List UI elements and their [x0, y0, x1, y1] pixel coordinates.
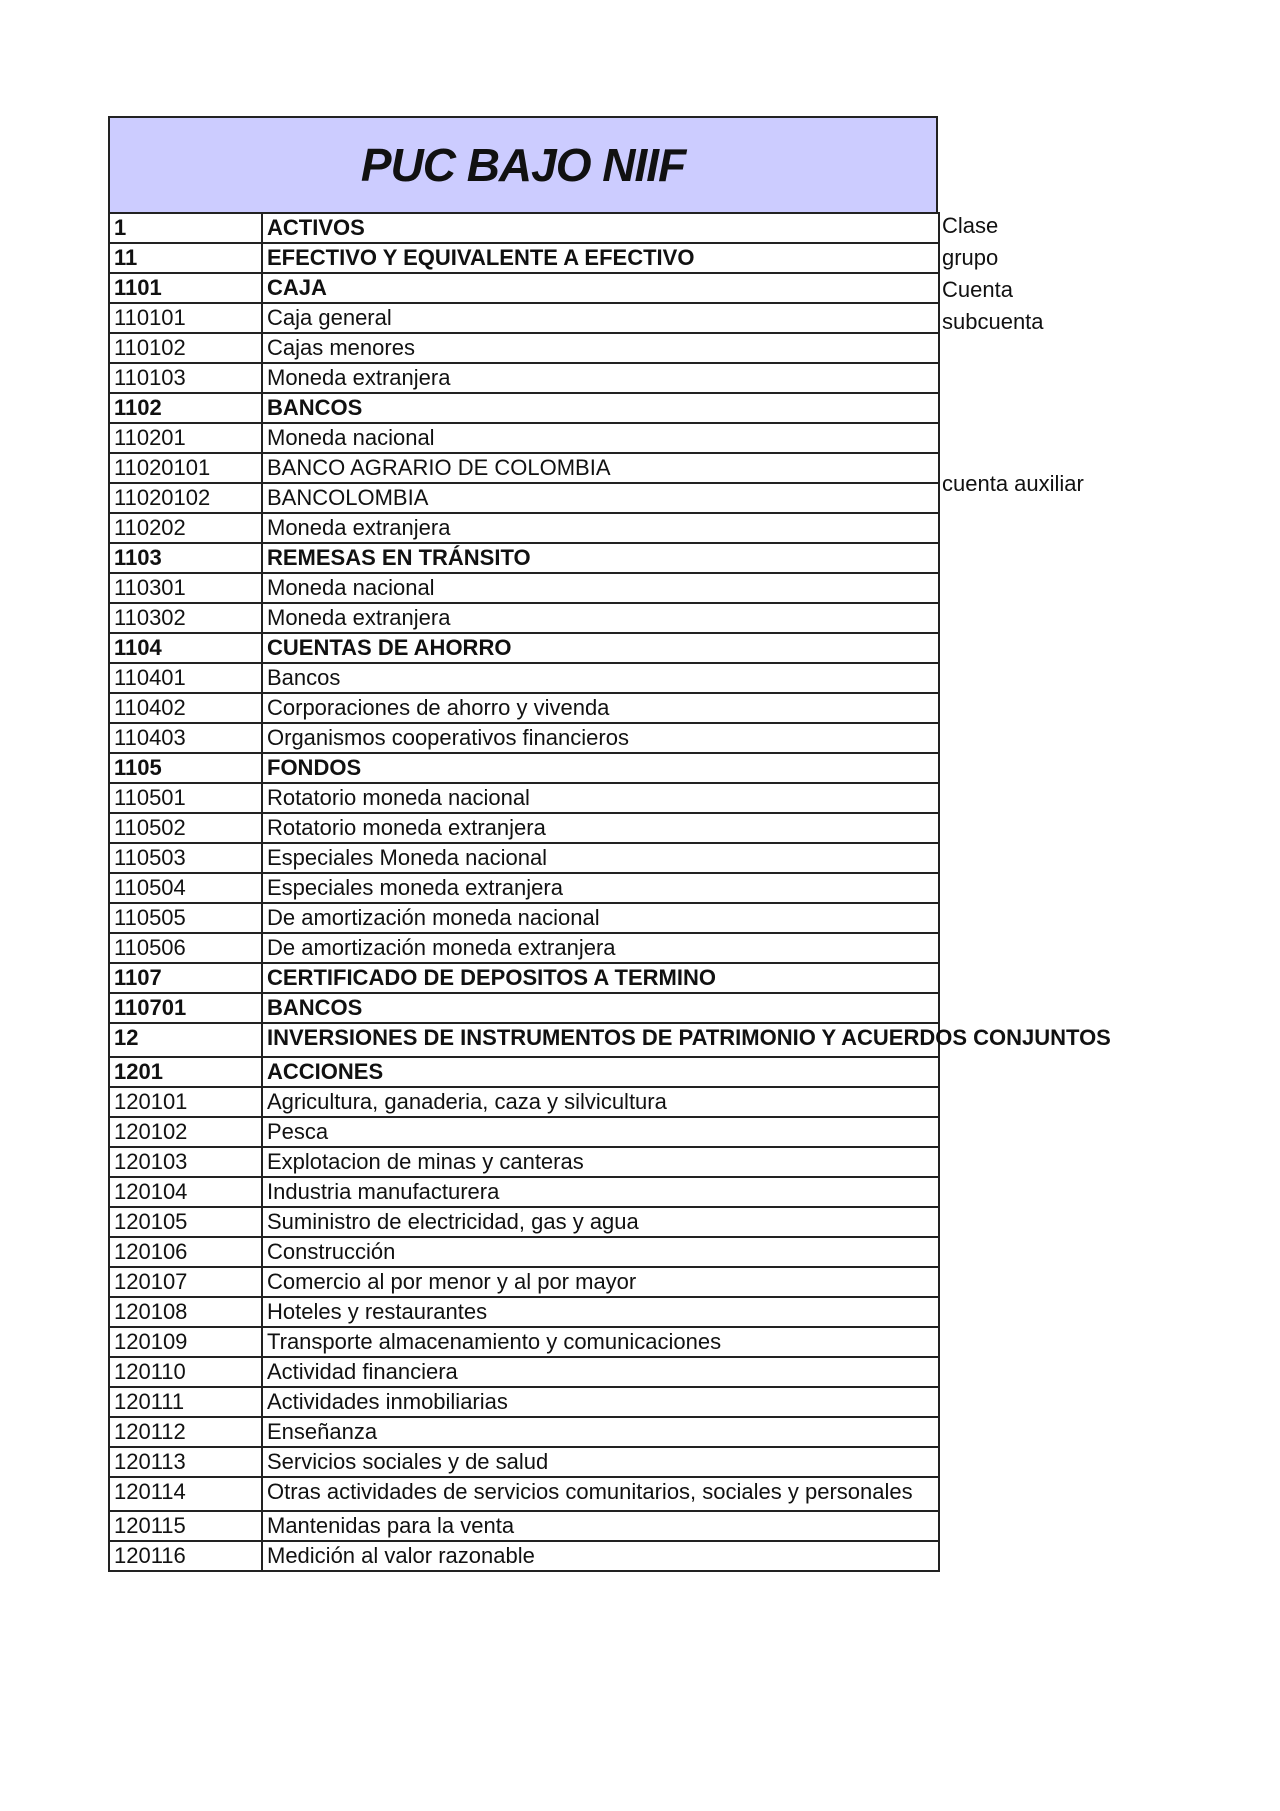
- account-code-cell[interactable]: 1102: [109, 393, 262, 423]
- account-code-cell[interactable]: 120113: [109, 1447, 262, 1477]
- account-name-cell[interactable]: De amortización moneda extranjera: [262, 933, 939, 963]
- account-code-cell[interactable]: 1104: [109, 633, 262, 663]
- table-row: [109, 1357, 939, 1387]
- table-row: [109, 1023, 939, 1057]
- account-code-cell[interactable]: 1107: [109, 963, 262, 993]
- account-name-cell[interactable]: BANCO AGRARIO DE COLOMBIA: [262, 453, 939, 483]
- account-name-cell[interactable]: Comercio al por menor y al por mayor: [262, 1267, 939, 1297]
- account-name-cell[interactable]: Rotatorio moneda nacional: [262, 783, 939, 813]
- table-row: [109, 1541, 939, 1571]
- table-row: [109, 303, 939, 333]
- table-row: [109, 873, 939, 903]
- table-row: [109, 663, 939, 693]
- label-clase: Clase: [942, 213, 999, 238]
- account-code-cell[interactable]: 110302: [109, 603, 262, 633]
- account-code-cell[interactable]: 110503: [109, 843, 262, 873]
- table-row: [109, 543, 939, 573]
- account-name-cell[interactable]: De amortización moneda nacional: [262, 903, 939, 933]
- account-name-cell[interactable]: Construcción: [262, 1237, 939, 1267]
- account-name-cell[interactable]: Agricultura, ganaderia, caza y silvicultura: [262, 1087, 939, 1117]
- table-row: [109, 453, 939, 483]
- account-code-cell[interactable]: 1: [109, 213, 262, 243]
- account-code-cell[interactable]: 120109: [109, 1327, 262, 1357]
- account-code-cell[interactable]: 120112: [109, 1417, 262, 1447]
- account-name-cell[interactable]: CAJA: [262, 273, 939, 303]
- account-name-cell[interactable]: Moneda extranjera: [262, 513, 939, 543]
- account-name-cell[interactable]: Medición al valor razonable: [262, 1541, 939, 1571]
- account-name-cell[interactable]: FONDOS: [262, 753, 939, 783]
- table-row: [109, 933, 939, 963]
- account-code-cell[interactable]: 110102: [109, 333, 262, 363]
- account-name-cell[interactable]: CUENTAS DE AHORRO: [262, 633, 939, 663]
- account-name-cell[interactable]: Transporte almacenamiento y comunicaciones: [262, 1327, 939, 1357]
- table-row: [109, 603, 939, 633]
- table-row: [109, 1087, 939, 1117]
- account-code-cell[interactable]: 120107: [109, 1267, 262, 1297]
- account-code-cell[interactable]: 110301: [109, 573, 262, 603]
- label-cuenta: Cuenta: [942, 277, 1013, 302]
- account-name-cell[interactable]: Caja general: [262, 303, 939, 333]
- account-name-cell[interactable]: INVERSIONES DE INSTRUMENTOS DE PATRIMONIO Y ACUERDOS CONJUNTOS: [262, 1023, 939, 1057]
- account-code-cell[interactable]: 110505: [109, 903, 262, 933]
- table-row: [109, 243, 939, 273]
- table-row: [109, 513, 939, 543]
- account-name-cell[interactable]: Moneda extranjera: [262, 603, 939, 633]
- table-row: [109, 1477, 939, 1511]
- account-name-cell[interactable]: Actividad financiera: [262, 1357, 939, 1387]
- account-code-cell[interactable]: 120105: [109, 1207, 262, 1237]
- page-title: PUC BAJO NIIF: [360, 139, 686, 191]
- account-code-cell[interactable]: 120110: [109, 1357, 262, 1387]
- table-row: [109, 723, 939, 753]
- table-row: [109, 753, 939, 783]
- table-row: [109, 1147, 939, 1177]
- table-row: [109, 1327, 939, 1357]
- account-name-cell[interactable]: Otras actividades de servicios comunitarios, sociales y personales: [262, 1477, 939, 1511]
- account-code-cell[interactable]: 110701: [109, 993, 262, 1023]
- account-name-cell[interactable]: Servicios sociales y de salud: [262, 1447, 939, 1477]
- table-row: [109, 693, 939, 723]
- account-name-cell[interactable]: Rotatorio moneda extranjera: [262, 813, 939, 843]
- account-code-cell[interactable]: 110401: [109, 663, 262, 693]
- title-cell[interactable]: [108, 116, 938, 212]
- account-code-cell[interactable]: 110202: [109, 513, 262, 543]
- account-code-cell[interactable]: 120116: [109, 1541, 262, 1571]
- table-row: [109, 783, 939, 813]
- account-code-cell[interactable]: 110506: [109, 933, 262, 963]
- table-row: [109, 843, 939, 873]
- table-row: [109, 1117, 939, 1147]
- account-code-cell[interactable]: 1101: [109, 273, 262, 303]
- account-name-cell[interactable]: Hoteles y restaurantes: [262, 1297, 939, 1327]
- account-name-cell[interactable]: Pesca: [262, 1117, 939, 1147]
- account-name-cell[interactable]: Especiales Moneda nacional: [262, 843, 939, 873]
- account-name-cell[interactable]: Actividades inmobiliarias: [262, 1387, 939, 1417]
- label-cuenta-auxiliar: cuenta auxiliar: [942, 471, 1084, 496]
- account-name-cell[interactable]: Especiales moneda extranjera: [262, 873, 939, 903]
- table-row: [109, 363, 939, 393]
- account-code-cell[interactable]: 11020102: [109, 483, 262, 513]
- table-row: [109, 1387, 939, 1417]
- account-name-cell[interactable]: Suministro de electricidad, gas y agua: [262, 1207, 939, 1237]
- account-name-cell[interactable]: BANCOS: [262, 993, 939, 1023]
- account-code-cell[interactable]: 1103: [109, 543, 262, 573]
- account-code-cell[interactable]: 110403: [109, 723, 262, 753]
- account-name-cell[interactable]: Enseñanza: [262, 1417, 939, 1447]
- table-row: [109, 213, 939, 243]
- label-grupo: grupo: [942, 245, 999, 270]
- account-name-cell[interactable]: ACTIVOS: [262, 213, 939, 243]
- account-name-cell[interactable]: Moneda nacional: [262, 573, 939, 603]
- account-code-cell[interactable]: 110103: [109, 363, 262, 393]
- table-row: [109, 273, 939, 303]
- account-name-cell[interactable]: Corporaciones de ahorro y vivenda: [262, 693, 939, 723]
- account-name-cell[interactable]: ACCIONES: [262, 1057, 939, 1087]
- account-code-cell[interactable]: 1105: [109, 753, 262, 783]
- table-row: [109, 483, 939, 513]
- account-name-cell[interactable]: Explotacion de minas y canteras: [262, 1147, 939, 1177]
- table-row: [109, 573, 939, 603]
- table-row: [109, 1511, 939, 1541]
- account-name-cell[interactable]: Cajas menores: [262, 333, 939, 363]
- table-row: [109, 993, 939, 1023]
- account-name-cell[interactable]: EFECTIVO Y EQUIVALENTE A EFECTIVO: [262, 243, 939, 273]
- account-name-cell[interactable]: Industria manufacturera: [262, 1177, 939, 1207]
- account-code-cell[interactable]: 110504: [109, 873, 262, 903]
- label-subcuenta: subcuenta: [942, 309, 1044, 334]
- table-row: [109, 1417, 939, 1447]
- account-name-cell[interactable]: Moneda nacional: [262, 423, 939, 453]
- account-code-cell[interactable]: 120102: [109, 1117, 262, 1147]
- table-row: [109, 813, 939, 843]
- account-code-cell[interactable]: 110501: [109, 783, 262, 813]
- account-code-cell[interactable]: 110101: [109, 303, 262, 333]
- table-row: [109, 1237, 939, 1267]
- account-name-cell[interactable]: Mantenidas para la venta: [262, 1511, 939, 1541]
- account-name-cell[interactable]: BANCOS: [262, 393, 939, 423]
- account-code-cell[interactable]: 11: [109, 243, 262, 273]
- table-row: [109, 1207, 939, 1237]
- table-row: [109, 1057, 939, 1087]
- account-code-cell[interactable]: 120106: [109, 1237, 262, 1267]
- account-code-cell[interactable]: 11020101: [109, 453, 262, 483]
- account-code-cell[interactable]: 110502: [109, 813, 262, 843]
- account-name-cell[interactable]: Moneda extranjera: [262, 363, 939, 393]
- table-row: [109, 903, 939, 933]
- account-code-cell[interactable]: 120104: [109, 1177, 262, 1207]
- table-row: [109, 1297, 939, 1327]
- table-row: [109, 1447, 939, 1477]
- table-row: [109, 423, 939, 453]
- table-row: [109, 963, 939, 993]
- account-code-cell[interactable]: 120114: [109, 1477, 262, 1511]
- account-code-cell[interactable]: 120101: [109, 1087, 262, 1117]
- account-code-cell[interactable]: 110201: [109, 423, 262, 453]
- account-code-cell[interactable]: 110402: [109, 693, 262, 723]
- table-row: [109, 633, 939, 663]
- account-name-cell[interactable]: CERTIFICADO DE DEPOSITOS A TERMINO: [262, 963, 939, 993]
- account-code-cell[interactable]: 1201: [109, 1057, 262, 1087]
- table-row: [109, 333, 939, 363]
- account-name-cell[interactable]: REMESAS EN TRÁNSITO: [262, 543, 939, 573]
- table-row: [109, 1177, 939, 1207]
- table-row: [109, 1267, 939, 1297]
- account-code-cell[interactable]: 120111: [109, 1387, 262, 1417]
- account-name-cell[interactable]: BANCOLOMBIA: [262, 483, 939, 513]
- account-code-cell[interactable]: 120103: [109, 1147, 262, 1177]
- account-code-cell[interactable]: 12: [109, 1023, 262, 1057]
- table-row: [109, 393, 939, 423]
- account-name-cell[interactable]: Bancos: [262, 663, 939, 693]
- account-code-cell[interactable]: 120115: [109, 1511, 262, 1541]
- account-name-cell[interactable]: Organismos cooperativos financieros: [262, 723, 939, 753]
- account-code-cell[interactable]: 120108: [109, 1297, 262, 1327]
